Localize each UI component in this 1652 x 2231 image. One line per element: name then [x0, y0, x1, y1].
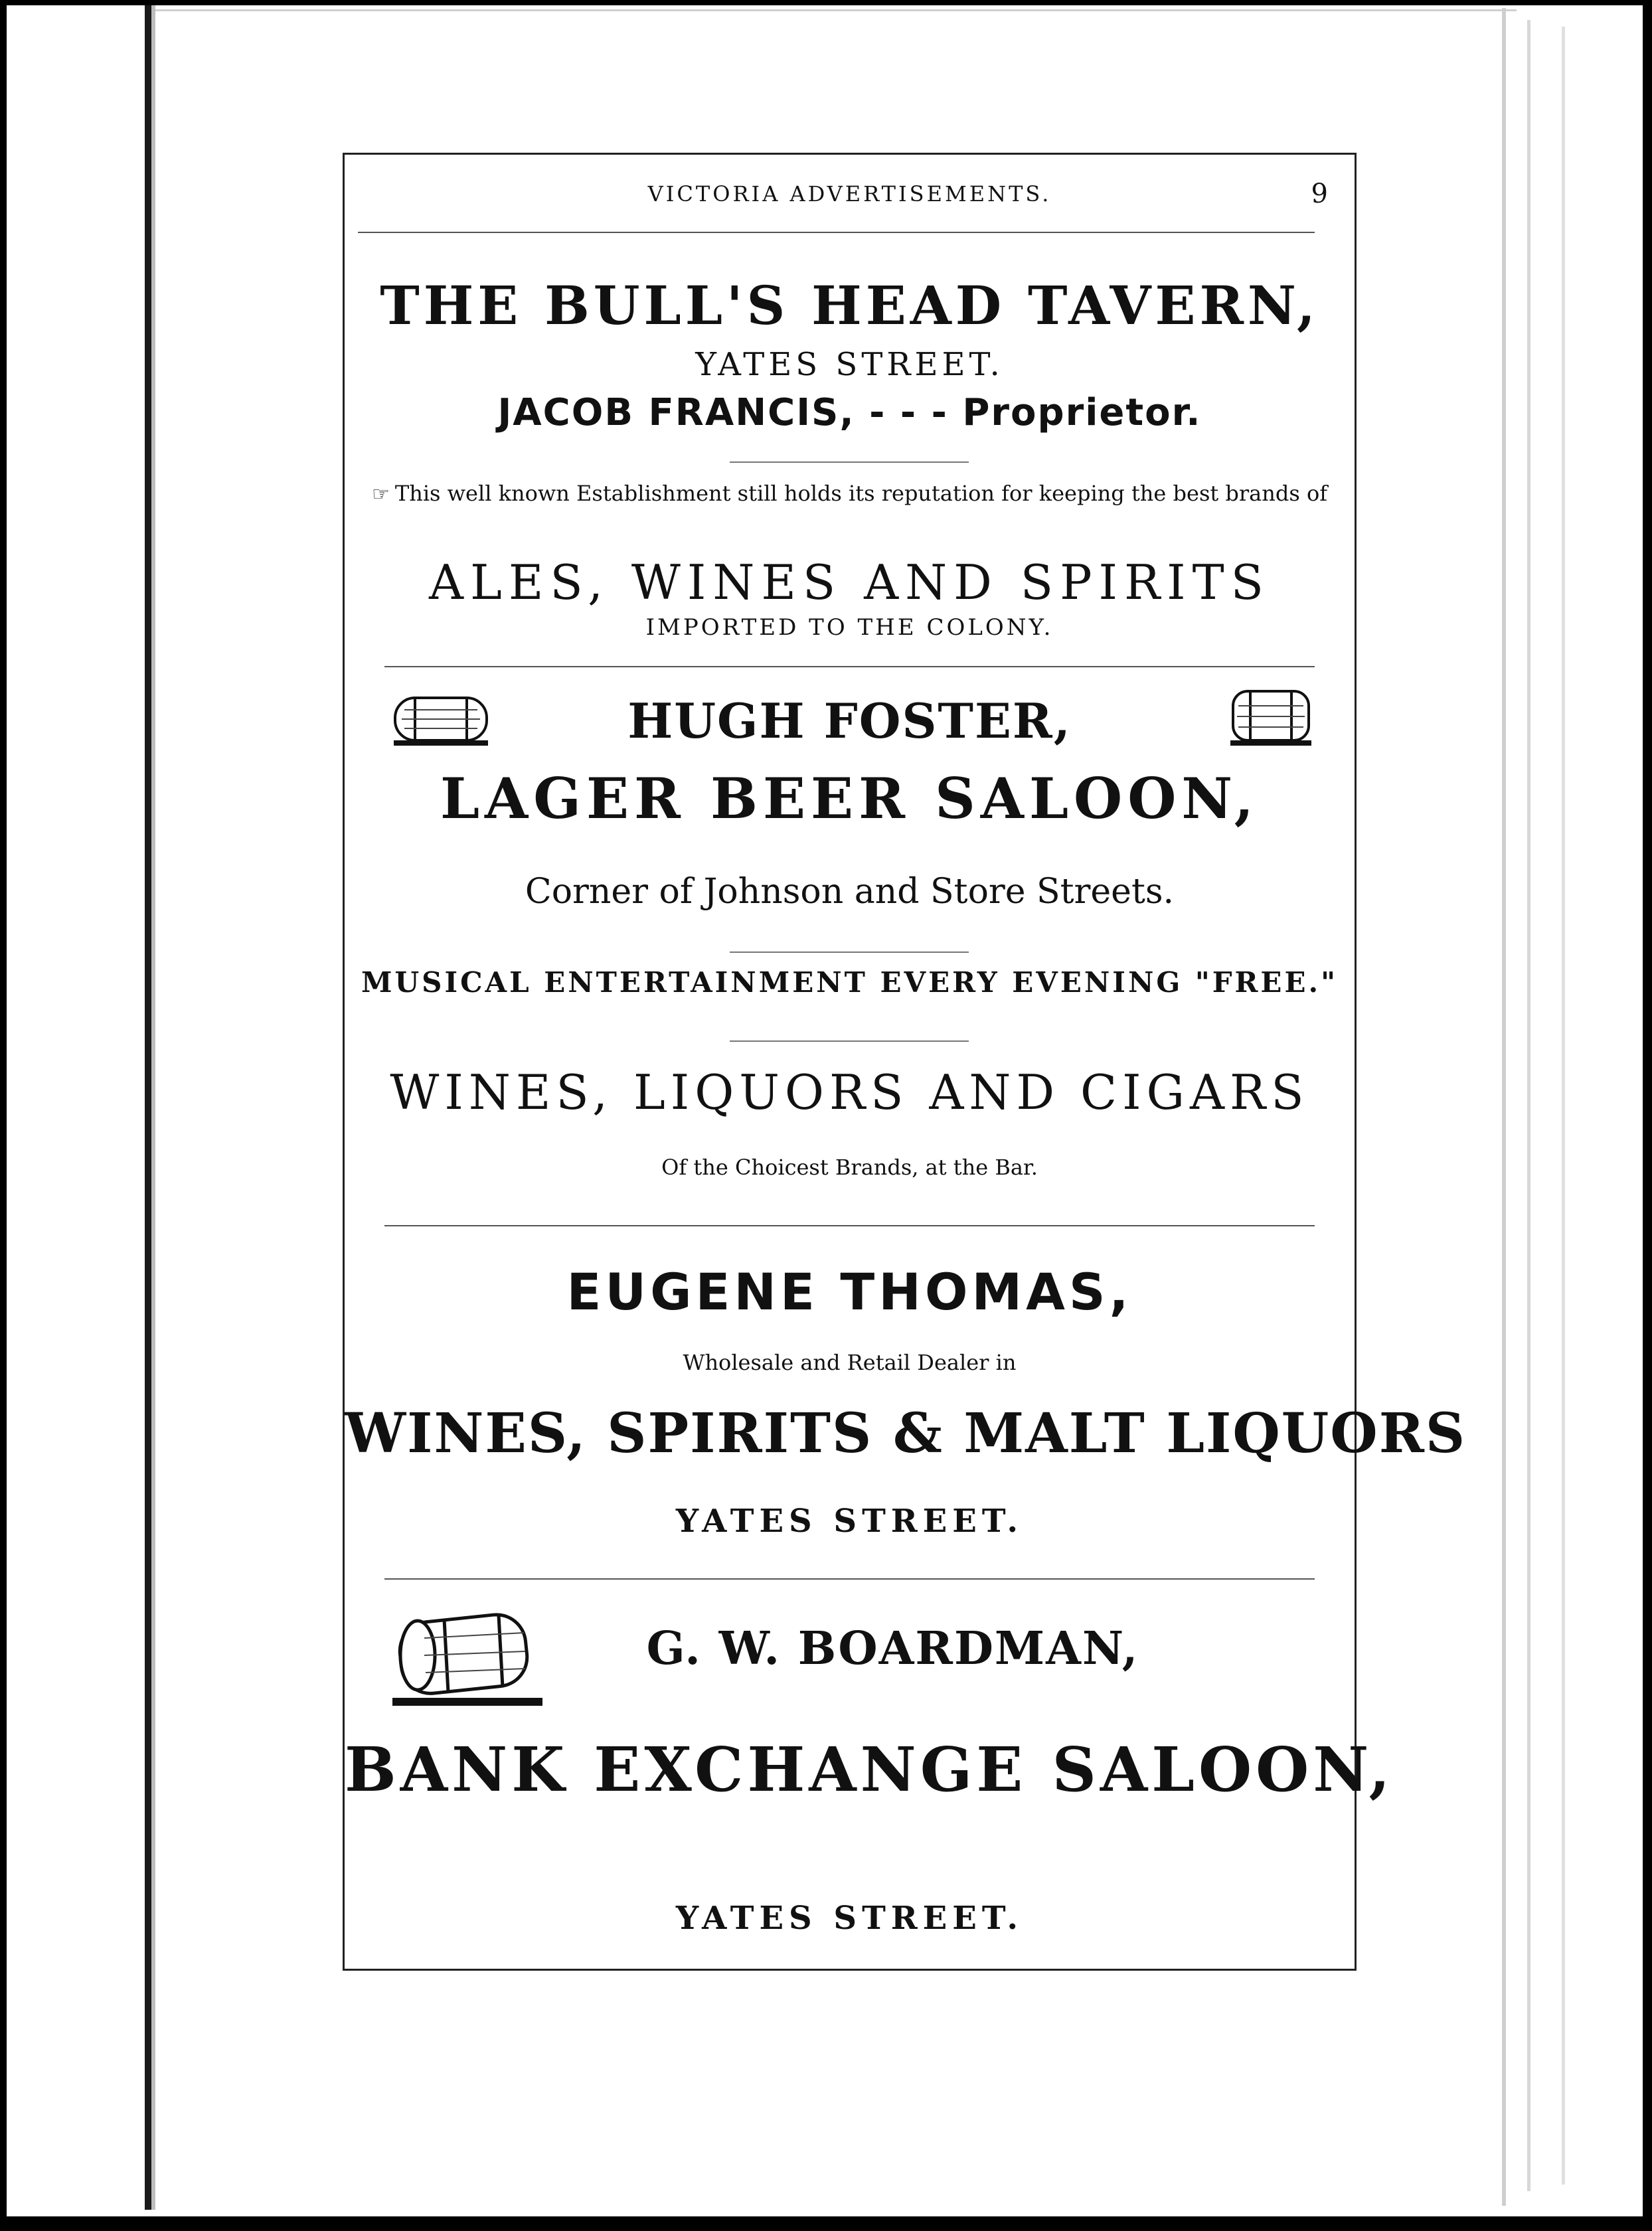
dealer-street: YATES STREET. — [675, 1503, 1024, 1540]
advertisement-page — [343, 153, 1467, 1971]
saloon-note: Of the Choicest Brands, at the Bar. — [661, 1155, 1038, 1180]
saloon-products: WINES, LIQUORS AND CIGARS — [390, 1064, 1309, 1120]
section-rule — [384, 1225, 1315, 1226]
tavern-products: ALES, WINES AND SPIRITS — [429, 554, 1270, 610]
page-edge-right — [1527, 20, 1530, 2191]
boardman-name: G. W. BOARDMAN, — [646, 1622, 1139, 1675]
tavern-imported: IMPORTED TO THE COLONY. — [645, 614, 1054, 641]
saloon-location: Corner of Johnson and Store Streets. — [525, 872, 1175, 912]
scan-edge-bottom — [0, 2216, 1652, 2231]
book-binding — [145, 5, 151, 2210]
page-edge-right — [1502, 8, 1506, 2206]
scan-edge-right — [1643, 0, 1652, 2231]
header-rule — [358, 232, 1315, 233]
lager-beer-saloon-title: LAGER BEER SALOON, — [440, 766, 1260, 831]
pointing-hand-icon: ☞ — [371, 483, 390, 506]
tavern-street: YATES STREET. — [695, 346, 1004, 383]
tavern-proprietor: JACOB FRANCIS, - - - Proprietor. — [497, 391, 1202, 434]
section-rule — [384, 1578, 1315, 1580]
hugh-foster-name: HUGH FOSTER, — [627, 693, 1072, 749]
bulls-head-tavern-title: THE BULL'S HEAD TAVERN, — [380, 274, 1319, 337]
eugene-thomas-name: EUGENE THOMAS, — [566, 1262, 1133, 1321]
section-rule — [384, 666, 1315, 667]
tavern-description — [345, 480, 1355, 508]
running-title: VICTORIA ADVERTISEMENTS. — [647, 181, 1052, 207]
divider — [730, 951, 969, 953]
saloon-street: YATES STREET. — [675, 1900, 1024, 1937]
scan-edge-top — [0, 0, 1652, 5]
page-number: 9 — [1311, 179, 1328, 209]
divider — [730, 461, 969, 463]
page-edge-top — [155, 9, 1517, 11]
musical-entertainment: MUSICAL ENTERTAINMENT EVERY EVENING "FREE." — [361, 966, 1338, 999]
tavern-description-text: This well known Establishment still holds its reputation for keeping the best brands of — [394, 481, 1328, 506]
bank-exchange-saloon-title: BANK EXCHANGE SALOON, — [345, 1734, 1394, 1805]
dealer-products: WINES, SPIRITS & MALT LIQUORS — [345, 1402, 1467, 1465]
divider — [730, 1040, 969, 1042]
dealer-trade: Wholesale and Retail Dealer in — [683, 1350, 1017, 1375]
book-gutter — [151, 5, 155, 2210]
page-edge-right — [1562, 27, 1565, 2185]
scan-edge-left — [0, 0, 7, 2231]
